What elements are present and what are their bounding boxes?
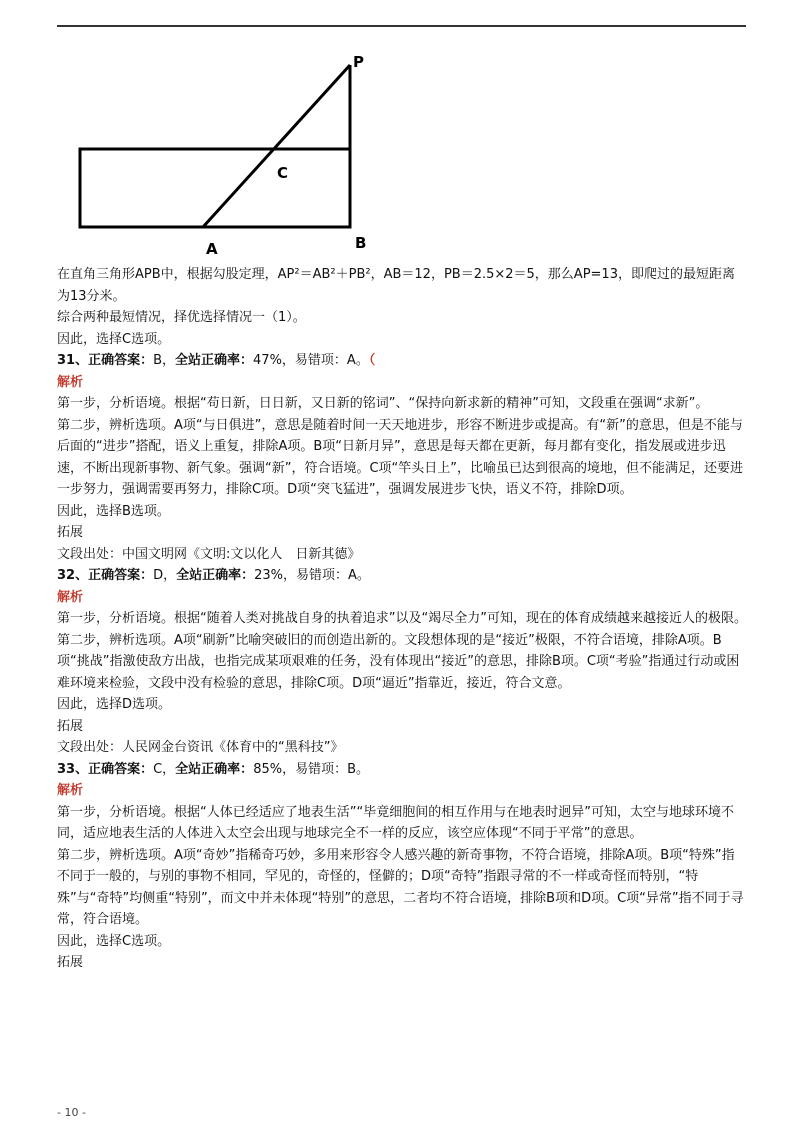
analysis-step: 第一步，分析语境。根据“人体已经适应了地表生活”“毕竟细胞间的相互作用与在地表时迥异”可知，太空与地球环境不同，适应地表生活的人体进入太空会出现与地球完全不一样的反应，该空应体现“不同于平常”的意思。 [57, 804, 734, 841]
conclusion: 因此，选择D选项。 [57, 697, 172, 712]
paragraph: 综合两种最短情况，择优选择情况一（1）。 [57, 310, 306, 325]
source-line: 文段出处：中国文明网《文明:文以化人 日新其德》 [57, 546, 361, 562]
label-p: P [353, 53, 364, 71]
rate-value: 23%，易错项：A。 [254, 568, 370, 583]
analysis-step: 第一步，分析语境。根据“随着人类对挑战自身的执着追求”以及“竭尽全力”可知，现在的体育成绩越来越接近人的极限。 [57, 611, 747, 626]
extension-heading: 拓展 [57, 525, 84, 540]
answer-head: 32、正确答案： [57, 568, 154, 583]
rate-value: 47%，易错项：A。 [253, 353, 369, 368]
rate-head: 全站正确率： [175, 353, 254, 368]
label-c: C [277, 164, 289, 182]
analysis-step: 第二步，辨析选项。A项“刷新”比喻突破旧的而创造出新的。文段想体现的是“接近”极限，不符合语境，排除A项。B项“挑战”指激使敌方出战，也指完成某项艰难的任务，没有体现出“接近”的意思，排除B项。C项“考验”指通过行动或困难环境来检验，文段中没有检验的意思，排除C项。D项“逼近”指靠近，接近，符合文意。 [57, 632, 740, 691]
stray-mark: （ [368, 353, 376, 368]
answer-letter: B， [153, 353, 176, 368]
rate-head: 全站正确率： [175, 761, 254, 777]
answer-line-33 [57, 759, 747, 781]
source-line: 文段出处：人民网金台资讯《体育中的“黑科技”》 [57, 740, 344, 755]
analysis-heading: 解析 [57, 374, 84, 390]
header-rule [57, 25, 746, 27]
extension-heading: 拓展 [57, 955, 84, 970]
analysis-heading: 解析 [57, 783, 84, 798]
answer-head: 33、正确答案： [57, 761, 154, 777]
paragraph: 在直角三角形APB中，根据勾股定理，AP²＝AB²＋PB²，AB＝12，PB＝2.5×2＝5，那么AP=13，即爬过的最短距离为13分米。 [57, 267, 735, 304]
answer-line-32 [57, 565, 747, 587]
analysis-heading: 解析 [57, 589, 84, 605]
rate-value: 85%，易错项：B。 [253, 761, 370, 777]
document-body [57, 264, 747, 974]
page-number: - 10 - [57, 1106, 86, 1119]
extension-heading: 拓展 [57, 718, 84, 734]
label-a: A [206, 240, 218, 258]
paragraph: 因此，选择C选项。 [57, 331, 171, 347]
conclusion: 因此，选择B选项。 [57, 503, 170, 519]
analysis-step: 第二步，辨析选项。A项“与日俱进”，意思是随着时间一天天地进步，形容不断进步或提高。有“新”的意思，但是不能与后面的“进步”搭配，语义上重复，排除A项。B项“日新月异”，意思是每天都在更新，每月都有变化，指发展或进步迅速，不断出现新事物、新气象。强调“新”，符合语境。C项“竿头日上”，比喻虽已达到很高的境地，但不能满足，还要进一步努力，强调需要再努力，排除C项。D项“突飞猛进”，强调发展进步飞快，语义不符，排除D项。 [57, 417, 744, 497]
answer-letter: D， [153, 568, 177, 583]
analysis-step: 第二步，辨析选项。A项“奇妙”指稀奇巧妙，多用来形容令人感兴趣的新奇事物，不符合语境，排除A项。B项“特殊”指不同于一般的，与别的事物不相同，罕见的，奇怪的，怪僻的；D项“奇特”指跟寻常的不一样或奇怪而特别，“特殊”与“奇特”均侧重“特别”，而文中并未体现“特别”的意思，二者均不符合语境，排除B项和D项。C项“异常”指不同于寻常，符合语境。 [57, 847, 744, 927]
rate-head: 全站正确率： [176, 568, 255, 583]
answer-line-31 [57, 350, 747, 372]
analysis-step: 第一步，分析语境。根据“苟日新，日日新，又日新的铭词”、“保持向新求新的精神”可知，文段重在强调“求新”。 [57, 396, 709, 411]
geometry-figure [70, 45, 390, 260]
answer-letter: C， [153, 761, 176, 777]
answer-head: 31、正确答案： [57, 353, 154, 368]
hypotenuse-ap [203, 65, 350, 227]
label-b: B [355, 234, 367, 252]
conclusion: 因此，选择C选项。 [57, 933, 171, 949]
